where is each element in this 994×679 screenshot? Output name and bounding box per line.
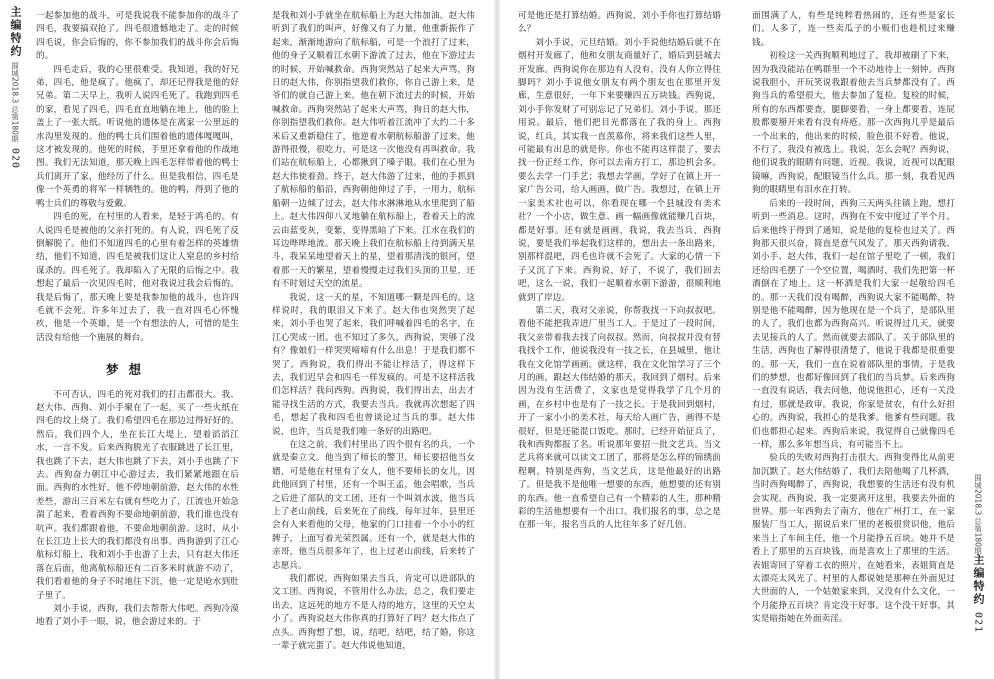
paragraph: 是我和刘小手就坐在航标船上为赵大伟加油。赵大伟听到了我们的叫声，好像又有了力量，他重新振作了起来，渐渐地游向了航标船，可是一个浪打了过来，他的身子又顺着江水朝下游流了过去，他在下游过去的时候，开始喊救命。西狗突然站了起来大声骂，狗日的赵大伟，你别指望我们救你，你自己游上来，是爷们的就自己游上来。他在朝下流过去的时候，开始喊救命。西狗突然站了起来大声骂，狗日的赵大伟，你别指望我们救你。赵大伟听着江流冲了大约二十多米后又重新稳住了，他逆着水朝航标船游了过来，他游得很慢，很吃力，可是这一次他没有再叫救命。我们站在航标船上，心都揪到了嗓子眼。我们在心里为赵大伟使着劲。终于，赵大伟游了过来，他的手抓到了航标船的船沿，西狗朝他伸过了手，一用力，航标船朝一边倾了过去，赵大伟水淋淋地从水里爬到了船上。赵大伟四仰八叉地躺在航标船上，看着天上的流云由蓝变灰，变紫，变得黑暗了下来。江水在我们的耳边哗哗地流。那天晚上我们在航标船上待到满天星斗，我呆呆地望着天上的星，望着那清浅的银河，望着那一天的繁星，望着慢慢走过我们头顶的卫星，还有不时划过天空的流星。 (272, 11, 475, 290)
page-number: 021 (972, 612, 984, 634)
text-column-2 (272, 10, 475, 670)
text-column-1 (36, 10, 239, 670)
paragraph: 可是他还是打算结婚。西狗说，刘小手你也打算结婚么？ (518, 11, 721, 35)
paragraph: 我们都说，西狗如果去当兵，肯定可以进部队的文工团。西狗说，不管用什么办法，总之，我们要走出去，这远死的地方不是人待的地方，这里的天空太小了。西狗说赵大伟你真的打算好了吗？赵大伟点了点头。西狗想了想，说，结吧，结吧，结了婚，你这一辈子就完蛋了。赵大伟说他知道， (272, 574, 475, 652)
book-gutter (494, 0, 500, 679)
paragraph: 刘小手说，元旦结婚。刘小手说他结婚后就不在烟村开发廊了，他和女朋友商量好了，婚后到县城去开发廊。西狗说你在那边有人没有，没有人你立得住脚吗？刘小手说他女朋友有两个朋友也在那里开发廊，生意很好，一年下来要赚四五万块钱。西狗说，刘小手你发财了可别忘记了兄弟们。刘小手说，那还用说。最后，他们把目光都落在了我的身上。西狗说，红兵，其实我一直羡慕你，将来我们这些人里，可能最有出息的就是你。你也不能再这样混了，要去找一份正经工作，你可以去南方打工，那边机会多。要么去学一门手艺；我想去学画，学好了在镇上开一家广告公司，给人画画，做广告。我想过，在镇上开一家美术社也可以，你看现在哪一个县城没有美术社？一个小店，做生意、画一幅画像就能赚几百块，都是好事。还有就是画画，我说，我去当兵，西狗说，要是我们举起我们这样的，想出去一条出路来，别那样混吧，四毛也许就不会死了。大家的心情一下子又沉了下来。西狗说，好了，不说了，我们回去吧，这么一说，我们一起顺着水朝下游游，很顺利地就到了岸边。 (518, 37, 721, 303)
column-title: 主编特约 (9, 6, 22, 58)
paragraph: 四毛的死，在村里的人看来，是轻于鸿毛的。有人说四毛是被他的父亲打死的。有人说，四毛死了反倒解脱了。他们不知道四毛的心里有着怎样的英雄情结，他们不知道，四毛是被我们这让人窒息的乡村给谋杀的。四毛死了。我却陷入了无限的后悔之中。我想起了最后一次见四毛时，他对我说过我会后悔的。我是后悔了，那天晚上要是我参加他的战斗，也许四毛就不会死。许多年过去了，我一直对四毛心怀愧疚，他是一个英雄，是一个有想法的人，可惜的是生活没有给他一个施展的舞台。 (36, 212, 239, 343)
paragraph: 我说，这一天的星，不知道哪一颗是四毛的。这样说时，我的眼泪又下来了。赵大伟也突然哭了起来，刘小手也哭了起来，我们呼喊着四毛的名字，在江心哭成一团。也不知过了多久，西狗说，哭够了没有？像娘们一样哭哭啼啼有什么出息！于是我们都不哭了。西狗说，我们得出不能让梓活了，得这样下去，我们迟早会和四毛一样发疯的。可是不这样活我们怎样活？我问西狗。西狗说，我们得出去，出去才能寻找生活的方式，我要去当兵。我就再次想起了四毛，想起了我和四毛也曾谈论过当兵的事。赵大伟说，也许，当兵是我们唯一条好的出路吧。 (272, 292, 475, 437)
left-page-margin-header (4, 6, 26, 674)
issue-info: 围城2018.3 总第180期 (973, 474, 983, 555)
paragraph: 刘小手说，西狗，我们去帮帮大伟吧。西狗冷漠地看了刘小手一眼，说，他会游过来的。于 (36, 604, 239, 628)
right-page-margin-header (967, 470, 989, 670)
paragraph: 验兵的失败对西狗打击很大。西狗变得比从前更加沉默了。赵大伟结婚了，我们去陪他喝了几杯酒，当时西狗喝醉了，西狗说，我想要的生活还有没有机会实现。西狗说，我一定要离开这里，我要去外面的世界。那一年西狗去了南方，他在广州打工，在一家服装厂当工人，据说后来厂里的老板很赏识他，他后来当上了车间主任，他一个月能挣五百块。她并不是看上了那里的五百块钱，而是喜欢上了那里的生活。表姐寄回了穿着工衣的照片，在她看来，表姐简直是太漂亮太风光了。村里的人都说她是那种在外面见过大世面的人，一个姑娘家来到，又没有什么文化，一个月能挣五百块？肯定没干好事。这个没干好事，其实是暗指她在外面卖淫。 (752, 453, 955, 625)
paragraph: 后来的一段时间，西狗三天两头往镇上跑，想打听到一些消息。这时，西狗在不安中度过了半个月。后来他终于得到了通知，说是他的复检也过关了。西狗那天很兴奋，简直是意气风发了。那天西狗请我、刘小手、赵大伟，我们一起在馆子里吃了一顿，我们还给四毛摆了一个空位置，喝酒时，我们先把第一杯酒倒在了地上。这一杯酒是我们大家一起敬给四毛的。那一天我们没有喝醉，西狗说大家不能喝醉，特别是他不能喝醉，因为他现在是一个兵了，是部队里的人了，我们也都为西狗高兴。听说得过几天，就要去见接兵的人了。然而就要去部队了。关于部队里的生活，西狗也了解得很清楚了，他说于我都是很重要的。那一天，我们一直在说着部队里的事情，于是我们的梦想，也都好像回到了我们的当兵梦。后来西狗一直没有说话，我去问他，他说他担心，还有一关没有过，那就是政审。我说，你家是贫农，有什么好担心的。西狗说，我担心的是我爹。他爹有些问题。我们也都担心起来。西狗后来说，我觉得自己就像四毛一样，那么多年想当兵，有可能当不上。 (752, 198, 955, 450)
text-column-3 (518, 10, 721, 670)
paragraph: 初检这一关西狗顺利地过了，我却被刷了下来，因为我没能站在鸭群里一个不动地待上一刻钟。西狗说我胆小，开玩笑说我跟着他去当兵梦都没有了。西狗当兵的希望很大，他去参加了复检。复检的时候，所有的东西都要查，腿脚要看，一身上都要看，连屁股都要掰开来看有没有痔疮。那一次西狗几乎是最后一个出来的，他出来的时候，脸色很不好看。他说，不行了，我没有被选上。我说，怎么会呢？西狗说，他们说我的眼睛有问题，近视。我说，近视可以配眼镜嘛，西狗说，配眼镜当什么兵。那一刻，我看见西狗的眼睛里有泪水在打转。 (752, 51, 955, 196)
section-heading: 梦想 (106, 362, 152, 378)
paragraph: 四毛走后，我的心里很难受。我知道，我的好兄弟，四毛，他是疯了。他疯了，却还记得我是他的好兄弟。第二天早上，我听人说四毛死了。我跑到四毛的家，看见了四毛，四毛直直地躺在地上，他的脸上盖上了一张大纸。听说他的遗体是在离家一公里远的水沟里发现的。他的鸭士兵们围着他的遗体嘎嘎叫，这才被发现的。他死的时候，手里还拿着他的作战地图。我们无法知道，那天晚上四毛怎样带着他的鸭士兵们离开了家，他经历了什么。但是我相信，四毛是像一个英勇的将军一样牺牲的。他的鸭，得到了他的鸭士兵们的尊敬与爱戴。 (36, 64, 239, 209)
column-title: 主编特约 (972, 554, 985, 607)
issue-info: 围城2018.3 总第180期 (10, 62, 20, 143)
paragraph: 不可否认，四毛的死对我们的打击都很大。我、赵大伟、西狗、刘小手聚在了一起，买了一些火纸在四毛的坟上烧了。我们希望四毛在那边过得好好的。然后，我们四个人，坐在长江大堤上，望着滔滔江水，一言不发。后来西狗脱光了衣服跳进了长江里，我也跳了下去，赵大伟也跳了下去，刘小手也跳了下去。西狗奋力朝江中心游过去，我们紧紧地跟在后面。西狗的水性好，他不停地朝前游，赵大伟的水性差些，游出三百米左右就有些吃力了，江流也开始急湍了起来，看着西狗不要命地朝前游，我们谁也没有吭声。我们都跟着他，不要命地朝前游。这时，从小在长江边上长大的我们都没有出事。西狗游到了江心航标灯船上，我和刘小手也游了上去，只有赵大伟还落在后面，他离航标船还有二百多米时就游不动了，我们看着他的身子不时地往下沉，他一定是呛水到肚子里了。 (36, 389, 239, 601)
paragraph: 在这之前，我们村里出了四个很有名的兵，一个就是秦立文。他当到了师长的警卫，师长要招他当女婿，可是他在村里有了女人，他不要师长的女儿，因此他回到了村里，还有一个叫王孟，他会唱歌，当兵之后进了部队的文工团，还有一个叫刘水波，他当兵上了老山前线，后来死在了前线，每年过年，县里还会有人来看他的父母，他家的门口挂着一个小小的红牌子，上面写着光荣烈属。还有一个，就是赵大伟的亲哥，他当兵很多年了，也上过老山前线，后来转了志愿兵。 (272, 440, 475, 571)
paragraph: 面围满了人，有些是纯粹看热闹的，还有些是家长们。人多了，连一些卖瓜子的小贩们也趁机过来赚钱。 (752, 11, 955, 48)
paragraph: 一起参加他的战斗，可是我说我不能参加你的战斗了四毛，我要搞双抢了。四毛很遗憾地走了。走的时候四毛说，你会后悔的，你不参加我们的战斗你会后悔的。 (36, 11, 239, 62)
text-column-4 (752, 10, 955, 670)
page-number: 020 (9, 148, 21, 170)
paragraph: 第二天，我对父亲说，你帮我找一下向叔叔吧。看他不能把我弄进厂里当工人。于是过了一段时间，我父亲带着我去找了向叔叔。然而，向叔叔并没有替我找个工作，他说我没有一技之长，在县城里，他让我在文化馆学画画。就这样，我在文化馆学习了三个月的画，跟赵大伟结婚的那天，我回到了烟村。后来因为没有生活费了，文家也是觉得我学了几个月的画，在乡村中也是有了一技之长。于是我回到烟村，开了一家小小的美术社，每天给人画广告，画得不是很好，但是还能混口饭吃。那时，已经开始征兵了，我和西狗都报了名。听说那年要招一批文艺兵。当文艺兵将来就可以读文工团了，那将是怎么样的锦绣前程啊。特别是西狗，当文艺兵，这是他最好的出路了。但是我不是他唯一想要的东西，他想要的还有别的东西。他一直希望自己有一个精彩的人生，那种精彩的生活他想要有一个出口。我们报名的事，总之是在那一年，报名当兵的人比往年多了好几倍。 (518, 305, 721, 531)
